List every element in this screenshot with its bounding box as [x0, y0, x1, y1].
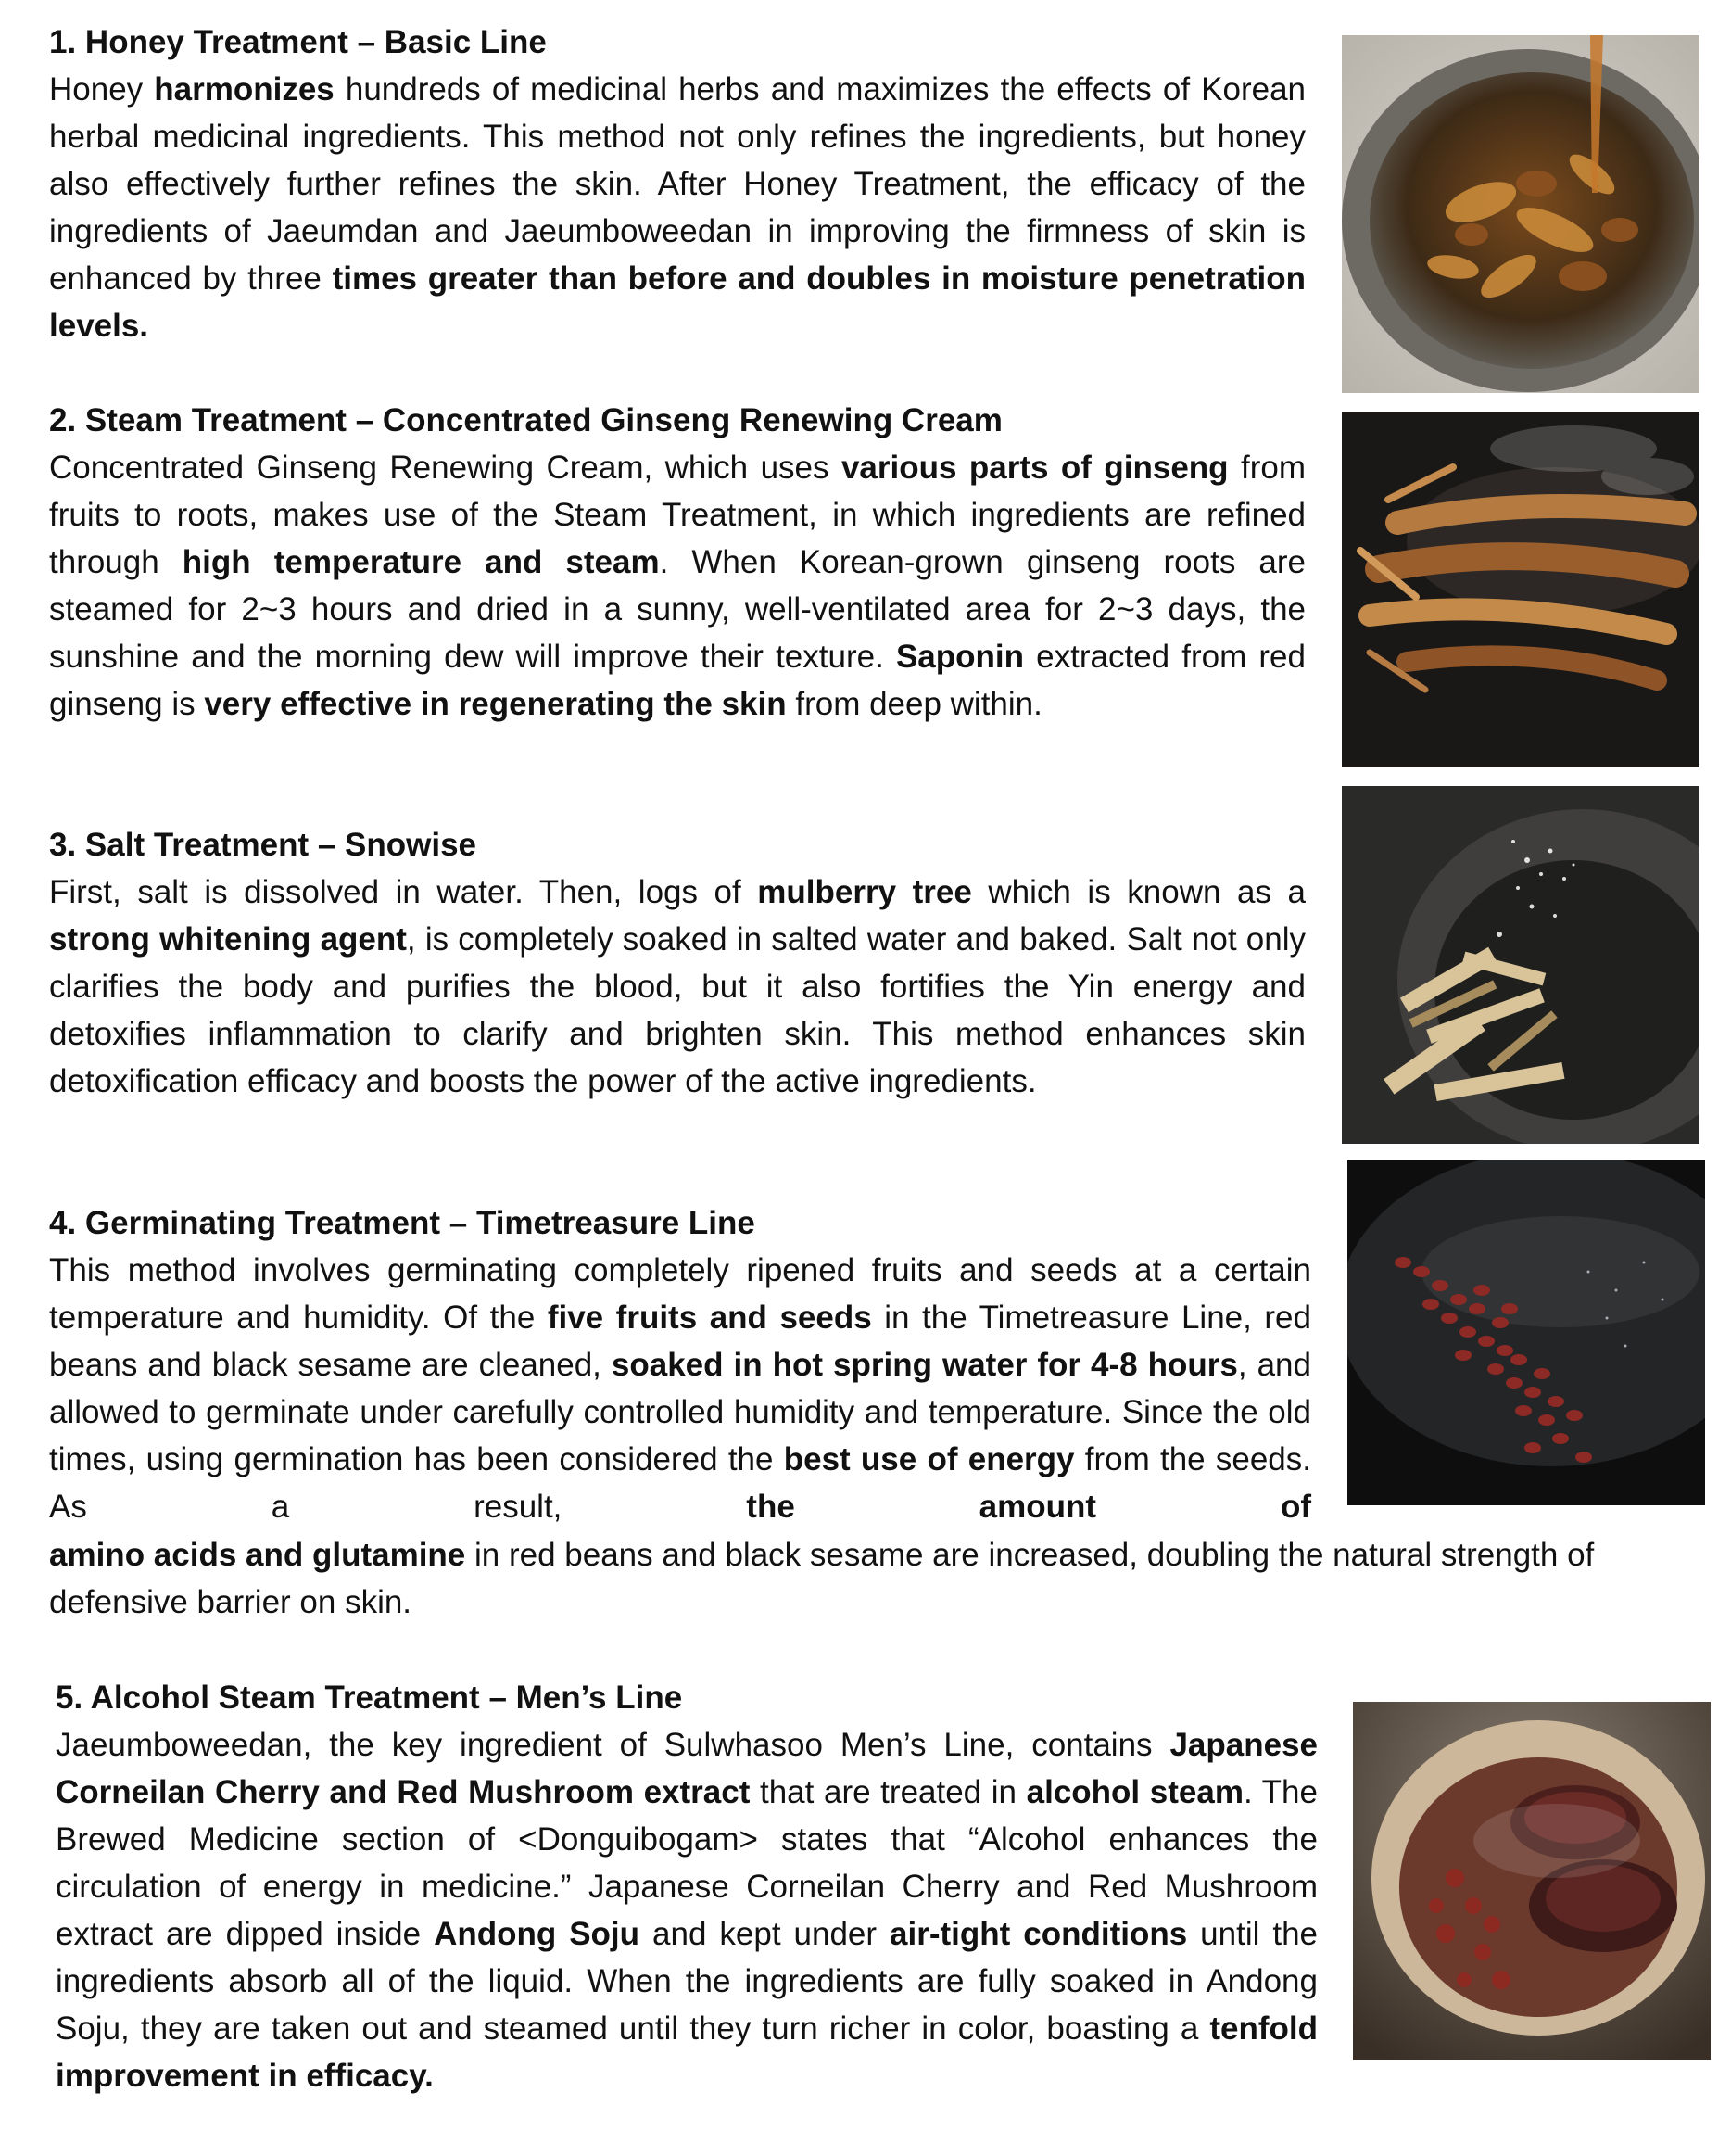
section-alcohol-steam-treatment	[56, 1674, 1318, 2099]
section-body: Jaeumboweedan, the key ingredient of Sulwhasoo Men’s Line, contains Japanese Corneilan Cherry and Red Mushroom extract that are treated in alcohol steam. The Brewed Medicine section of <Donguibogam> states that “Alcohol enhances the circulation of energy in medicine.” Japanese Corneilan Cherry and Red Mushroom extract are dipped inside Andong Soju and kept under air-tight conditions until the ingredients absorb all of the liquid. When the ingredients are fully soaked in Andong Soju, they are taken out and steamed until they turn richer in color, boasting a tenfold improvement in efficacy.	[56, 1727, 1318, 2094]
emphasis-text: harmonizes	[154, 71, 335, 108]
emphasis-text: Andong Soju	[434, 1916, 640, 1952]
emphasis-text: high temperature and steam	[182, 544, 660, 580]
section-salt-treatment	[49, 821, 1306, 1105]
section-title: 5. Alcohol Steam Treatment – Men’s Line	[56, 1680, 683, 1716]
emphasis-text: Japanese Corneilan Cherry and Red Mushroom extract	[56, 1727, 1318, 1810]
emphasis-text: best use of energy	[783, 1441, 1075, 1477]
red-beans-image	[1347, 1160, 1705, 1505]
section-body: This method involves germinating completely ripened fruits and seeds at a certain temperature and humidity. Of the five fruits and seeds in the Timetreasure Line, red beans and black sesame are cleaned, soaked in hot spring water for 4-8 hours, and allowed to germinate under carefully controlled humidity and temperature. Since the old times, using germination has been considered the best use of energy from the seeds. As a result, the amount of	[49, 1252, 1311, 1525]
section-body-continued: amino acids and glutamine in red beans and black sesame are increased, doubling the natural strength of defensive barrier on skin.	[49, 1537, 1595, 1620]
emphasis-text: strong whitening agent	[49, 921, 407, 958]
section-title: 2. Steam Treatment – Concentrated Ginseng Renewing Cream	[49, 402, 1003, 438]
section-honey-treatment	[49, 19, 1306, 349]
emphasis-text: various parts of ginseng	[840, 450, 1229, 486]
section-body: First, salt is dissolved in water. Then, logs of mulberry tree which is known as a strong whitening agent, is completely soaked in salted water and baked. Salt not only clarifies the body and purifies the blood, but it also fortifies the Yin energy and detoxifies inflammation to clarify and brighten skin. This method enhances skin detoxification efficacy and boosts the power of the active ingredients.	[49, 874, 1307, 1099]
emphasis-text: soaked in hot spring water for 4-8 hours	[611, 1347, 1238, 1383]
emphasis-text: times greater than before and doubles in moisture penetration levels.	[49, 260, 1306, 344]
honey-bowl-image	[1342, 35, 1699, 393]
emphasis-text: very effective in regenerating the skin	[204, 686, 787, 722]
red-mushroom-image	[1353, 1702, 1711, 2060]
emphasis-text: the amount of	[746, 1489, 1311, 1525]
section-title: 1. Honey Treatment – Basic Line	[49, 24, 547, 60]
section-body: Honey harmonizes hundreds of medicinal herbs and maximizes the effects of Korean herbal medicinal ingredients. This method not only refines the ingredients, but honey also effectively further refines the skin. After Honey Treatment, the efficacy of the ingredients of Jaeumdan and Jaeumboweedan in improving the firmness of skin is enhanced by three times greater than before and doubles in moisture penetration levels.	[49, 71, 1306, 344]
emphasis-text: mulberry tree	[757, 874, 972, 910]
emphasis-text: five fruits and seeds	[547, 1300, 872, 1336]
emphasis-text: Saponin	[895, 639, 1025, 675]
emphasis-text: amino acids and glutamine	[49, 1537, 466, 1573]
ginseng-roots-image	[1342, 412, 1699, 767]
section-steam-treatment	[49, 397, 1306, 728]
section-title: 3. Salt Treatment – Snowise	[49, 827, 476, 863]
emphasis-text: air-tight conditions	[890, 1916, 1188, 1952]
mulberry-salt-image	[1342, 786, 1699, 1144]
section-title: 4. Germinating Treatment – Timetreasure Line	[49, 1205, 755, 1241]
emphasis-text: alcohol steam	[1026, 1774, 1244, 1810]
section-body: Concentrated Ginseng Renewing Cream, which uses various parts of ginseng from fruits to roots, makes use of the Steam Treatment, in which ingredients are refined through high temperature and steam. When Korean-grown ginseng roots are steamed for 2~3 hours and dried in a sunny, well-ventilated area for 2~3 days, the sunshine and the morning dew will improve their texture. Saponin extracted from red ginseng is very effective in regenerating the skin from deep within.	[49, 450, 1306, 722]
emphasis-text: tenfold improvement in efficacy.	[56, 2010, 1318, 2094]
section-germinating-continuation	[49, 1531, 1726, 1626]
section-germinating-treatment	[49, 1199, 1311, 1530]
